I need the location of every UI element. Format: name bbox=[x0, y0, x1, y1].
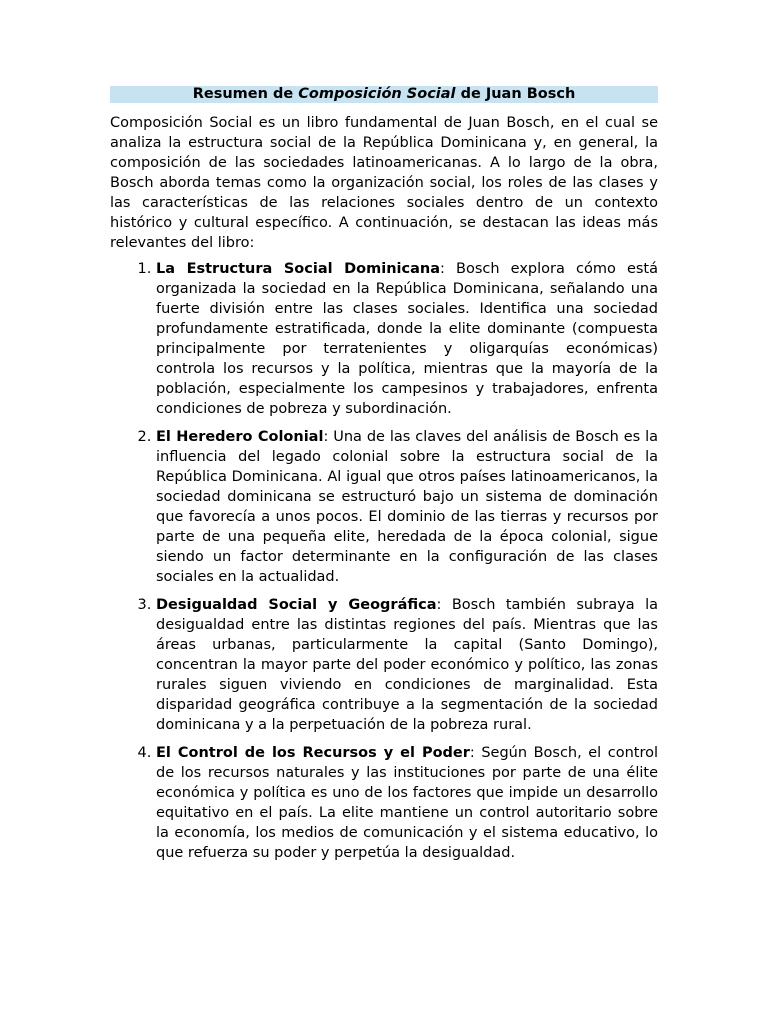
item-term: El Control de los Recursos y el Poder bbox=[156, 745, 470, 761]
item-term: Desigualdad Social y Geográfica bbox=[156, 597, 437, 613]
document-title bbox=[110, 86, 658, 103]
item-text: : Según Bosch, el control de los recursos naturales y las instituciones por parte de una élite económica y política es uno de los factores que impide un desarrollo equitativo en el país. La elite mantiene un control autoritario sobre la economía, los medios de comunicación y el sistema educativo, lo que refuerza su poder y perpetúa la desigualdad. bbox=[156, 745, 658, 861]
key-ideas-list bbox=[110, 259, 658, 863]
intro-paragraph: Composición Social es un libro fundamental de Juan Bosch, en el cual se analiza la estructura social de la República Dominicana y, en general, la composición de las sociedades latinoamericanas. A lo largo de la obra, Bosch aborda temas como la organización social, los roles de las clases y las características de las relaciones sociales dentro de un contexto histórico y cultural específico. A continuación, se destacan las ideas más relevantes del libro: bbox=[110, 115, 658, 251]
list-item bbox=[156, 743, 658, 863]
item-text: : Bosch también subraya la desigualdad entre las distintas regiones del país. Mientras que las áreas urbanas, particularmente la capital (Santo Domingo), concentran la mayor parte del poder económico y político, las zonas rurales siguen viviendo en condiciones de marginalidad. Esta disparidad geográfica contribuye a la segmentación de la sociedad dominicana y a la perpetuación de la pobreza rural. bbox=[156, 597, 658, 733]
item-term: La Estructura Social Dominicana bbox=[156, 261, 441, 277]
title-book-name: Composición Social bbox=[298, 86, 456, 102]
list-item bbox=[156, 427, 658, 587]
list-item bbox=[156, 259, 658, 419]
item-text: : Bosch explora cómo está organizada la sociedad en la República Dominicana, señalando una fuerte división entre las clases sociales. Identifica una sociedad profundamente estratificada, donde la elite dominante (compuesta principalmente por terratenientes y oligarquías económicas) controla los recursos y la política, mientras que la mayoría de la población, especialmente los campesinos y trabajadores, enfrenta condiciones de pobreza y subordinación. bbox=[156, 261, 658, 417]
title-prefix: Resumen de bbox=[192, 86, 299, 102]
title-suffix: de Juan Bosch bbox=[455, 86, 576, 102]
list-item bbox=[156, 595, 658, 735]
document-page bbox=[110, 86, 658, 871]
item-term: El Heredero Colonial bbox=[156, 429, 324, 445]
item-text: : Una de las claves del análisis de Bosch es la influencia del legado colonial sobre la estructura social de la República Dominicana. Al igual que otros países latinoamericanos, la sociedad dominicana se estructuró bajo un sistema de dominación que favorecía a unos pocos. El dominio de las tierras y recursos por parte de una pequeña elite, heredada de la época colonial, sigue siendo un factor determinante en la configuración de las clases sociales en la actualidad. bbox=[156, 429, 658, 585]
